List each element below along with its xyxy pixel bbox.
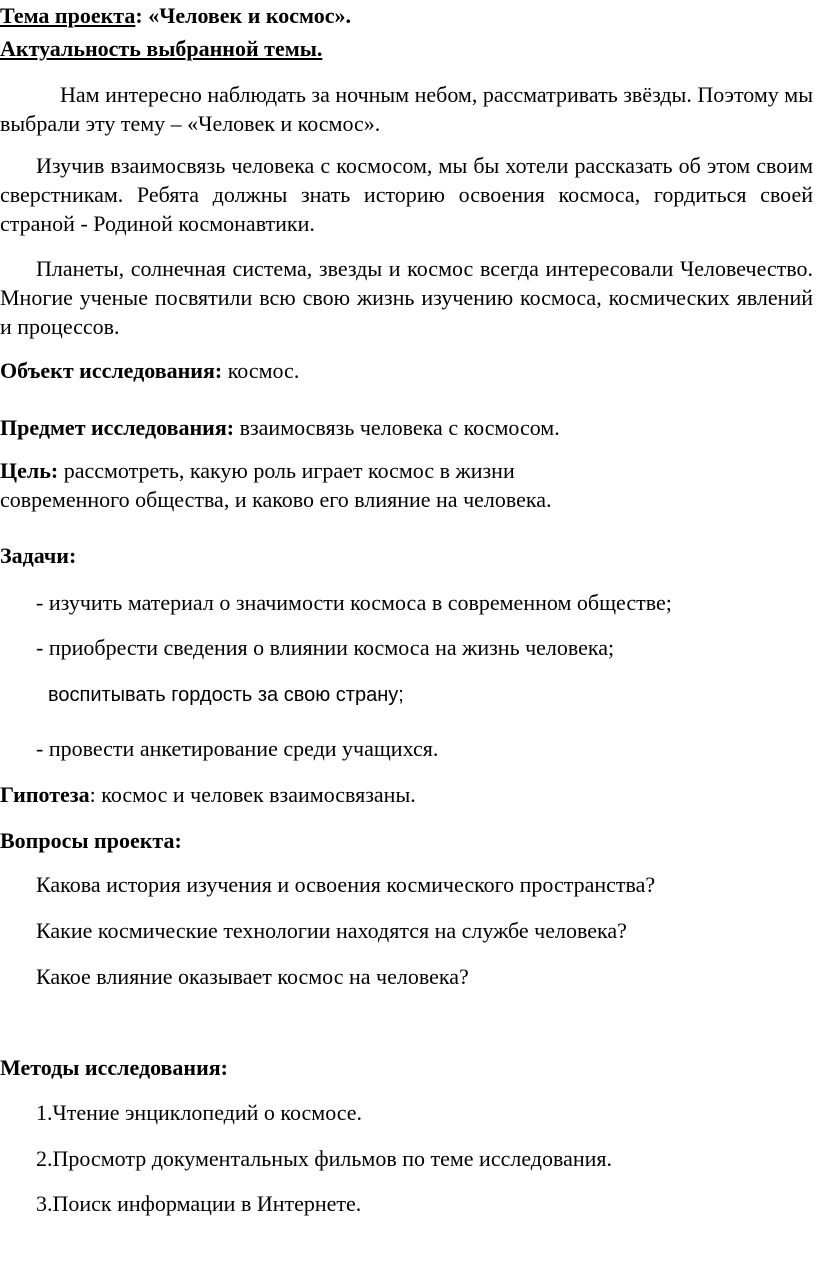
tasks-heading: Задачи:	[0, 543, 77, 568]
method-item: 1.Чтение энциклопедий о космосе.	[36, 1100, 363, 1125]
relevance-heading: Актуальность выбранной темы.	[0, 36, 323, 61]
subject-label: Предмет исследования:	[0, 415, 235, 440]
relevance-paragraph-3: Планеты, солнечная система, звезды и космос всегда интересовали Человечество. Многие ученые посвятили всю свою жизнь изучению космоса, космических явлений и процессов.	[0, 256, 813, 339]
task-item: - приобрести сведения о влиянии космоса на жизнь человека;	[36, 635, 615, 660]
hypothesis-line	[0, 782, 416, 808]
subject-line	[0, 415, 560, 441]
relevance-paragraph-1: Нам интересно наблюдать за ночным небом, рассматривать звёзды. Поэтому мы выбрали эту тему – «Человек и космос».	[0, 82, 813, 136]
object-label: Объект исследования:	[0, 358, 223, 383]
hypothesis-label: Гипотеза	[0, 782, 90, 807]
goal-value-1: рассмотреть, какую роль играет космос в жизни	[58, 458, 515, 483]
question-item: Какое влияние оказывает космос на человека?	[36, 964, 469, 989]
hypothesis-value: : космос и человек взаимосвязаны.	[89, 782, 416, 807]
methods-heading: Методы исследования:	[0, 1055, 228, 1080]
questions-heading: Вопросы проекта:	[0, 828, 182, 853]
topic-value: : «Человек и космос».	[135, 3, 352, 28]
task-item: - провести анкетирование среди учащихся.	[36, 736, 439, 761]
task-item: - изучить материал о значимости космоса в современном обществе;	[36, 590, 672, 615]
subject-value: взаимосвязь человека с космосом.	[234, 415, 560, 440]
task-item: воспитывать гордость за свою страну;	[48, 684, 404, 706]
method-item: 3.Поиск информации в Интернете.	[36, 1191, 362, 1216]
method-item: 2.Просмотр документальных фильмов по теме исследования.	[36, 1146, 613, 1171]
topic-line	[0, 3, 351, 29]
topic-label: Тема проекта	[0, 3, 136, 28]
relevance-paragraph-2: Изучив взаимосвязь человека с космосом, мы бы хотели рассказать об этом своим сверстникам. Ребята должны знать историю освоения космоса, гордиться своей страной - Родиной космонавтики.	[0, 153, 813, 236]
goal-line-1	[0, 458, 515, 484]
goal-line-2: современного общества, и каково его влияние на человека.	[0, 487, 552, 512]
question-item: Какова история изучения и освоения космического пространства?	[36, 872, 656, 897]
object-value: космос.	[222, 358, 300, 383]
object-line	[0, 358, 299, 384]
question-item: Какие космические технологии находятся на службе человека?	[36, 918, 627, 943]
goal-label: Цель:	[0, 458, 59, 483]
